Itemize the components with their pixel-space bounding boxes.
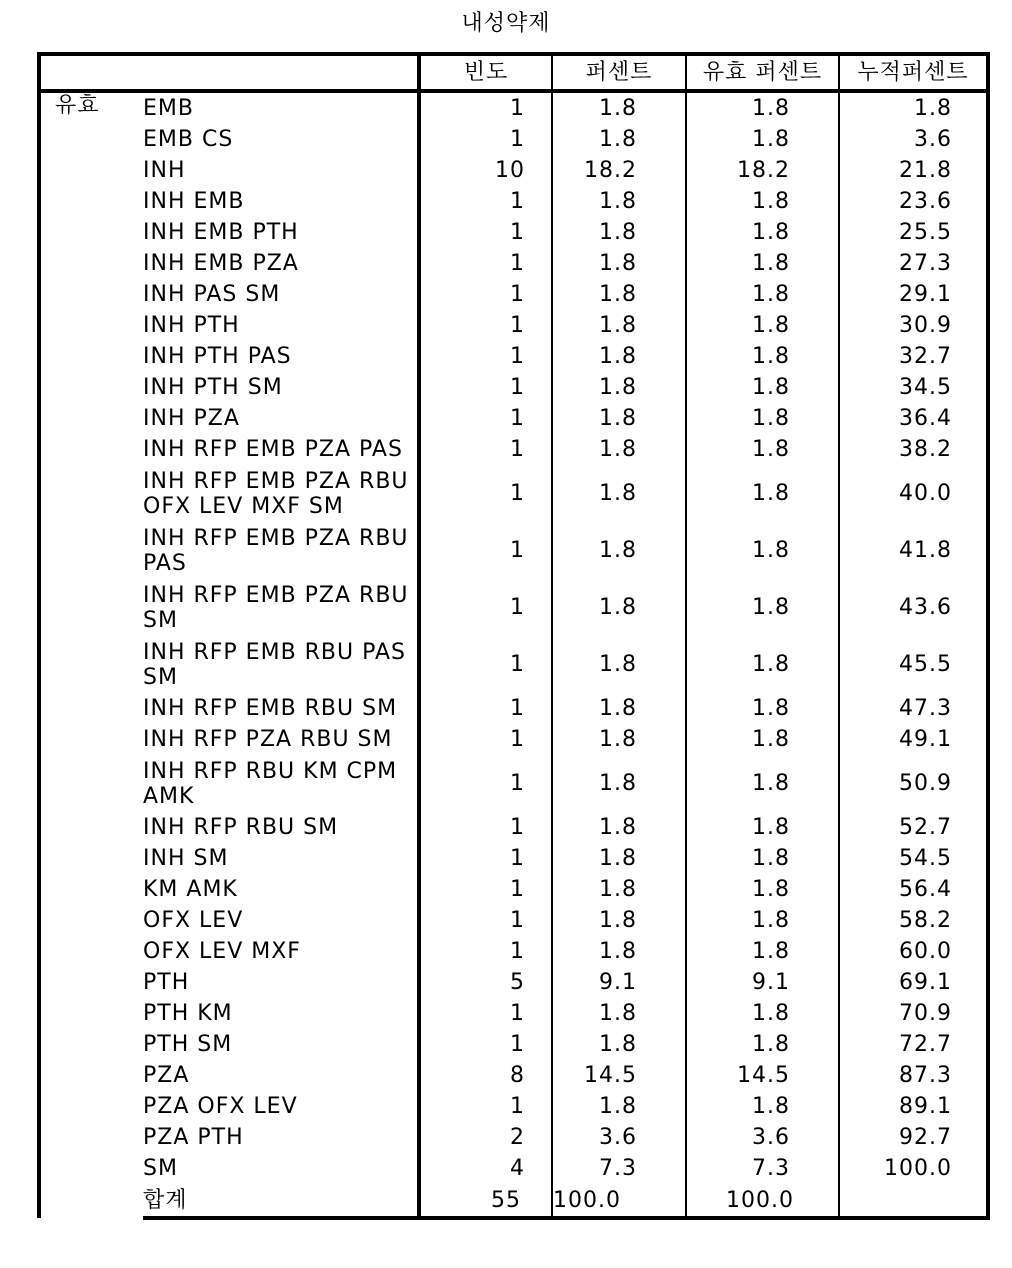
valid-percent-value: 1.8 — [686, 248, 839, 279]
frequency-value: 1 — [419, 434, 552, 465]
percent-value: 1.8 — [552, 91, 686, 124]
valid-percent-value: 1.8 — [686, 579, 839, 636]
cumulative-percent-value: 43.6 — [839, 579, 988, 636]
percent-value: 1.8 — [552, 1091, 686, 1122]
frequency-value: 1 — [419, 755, 552, 812]
cumulative-percent-value: 92.7 — [839, 1122, 988, 1153]
percent-value: 1.8 — [552, 124, 686, 155]
valid-percent-value: 1.8 — [686, 434, 839, 465]
valid-percent-value: 1.8 — [686, 1029, 839, 1060]
valid-percent-value: 1.8 — [686, 372, 839, 403]
frequency-value: 1 — [419, 724, 552, 755]
table-row — [39, 403, 988, 434]
total-frequency: 55 — [419, 1184, 552, 1218]
percent-value: 1.8 — [552, 465, 686, 522]
row-label: PTH KM — [143, 998, 419, 1029]
frequency-value: 1 — [419, 636, 552, 693]
row-label: OFX LEV — [143, 905, 419, 936]
table-row — [39, 465, 988, 522]
table-title: 내성약제 — [461, 11, 551, 36]
frequency-value: 1 — [419, 186, 552, 217]
frequency-value: 1 — [419, 579, 552, 636]
cumulative-percent-value: 69.1 — [839, 967, 988, 998]
table-row — [39, 905, 988, 936]
frequency-value: 1 — [419, 279, 552, 310]
row-label: INH PZA — [143, 403, 419, 434]
header-percent: 퍼센트 — [552, 54, 686, 91]
cumulative-percent-value: 41.8 — [839, 522, 988, 579]
frequency-value: 2 — [419, 1122, 552, 1153]
cumulative-percent-value: 29.1 — [839, 279, 988, 310]
cumulative-percent-value: 49.1 — [839, 724, 988, 755]
valid-percent-value: 7.3 — [686, 1153, 839, 1184]
row-label: INH RFP EMB RBU PAS SM — [143, 636, 419, 693]
table-row — [39, 1091, 988, 1122]
frequency-value: 1 — [419, 372, 552, 403]
table-row — [39, 693, 988, 724]
cumulative-percent-value: 40.0 — [839, 465, 988, 522]
header-row — [39, 54, 988, 91]
valid-percent-value: 14.5 — [686, 1060, 839, 1091]
cumulative-percent-value: 3.6 — [839, 124, 988, 155]
valid-percent-value: 1.8 — [686, 998, 839, 1029]
table-row — [39, 91, 988, 124]
percent-value: 1.8 — [552, 636, 686, 693]
row-label: INH SM — [143, 843, 419, 874]
cumulative-percent-value: 60.0 — [839, 936, 988, 967]
frequency-value: 1 — [419, 998, 552, 1029]
percent-value: 3.6 — [552, 1122, 686, 1153]
header-valid-percent: 유효 퍼센트 — [686, 54, 839, 91]
percent-value: 1.8 — [552, 693, 686, 724]
percent-value: 7.3 — [552, 1153, 686, 1184]
table-row — [39, 1029, 988, 1060]
frequency-value: 1 — [419, 403, 552, 434]
valid-percent-value: 1.8 — [686, 755, 839, 812]
valid-percent-value: 1.8 — [686, 522, 839, 579]
frequency-value: 5 — [419, 967, 552, 998]
valid-percent-value: 1.8 — [686, 636, 839, 693]
row-label: INH RFP RBU KM CPM AMK — [143, 755, 419, 812]
valid-percent-value: 1.8 — [686, 124, 839, 155]
valid-percent-value: 1.8 — [686, 310, 839, 341]
percent-value: 1.8 — [552, 403, 686, 434]
cumulative-percent-value: 34.5 — [839, 372, 988, 403]
table-row — [39, 874, 988, 905]
table-body — [39, 91, 988, 1218]
percent-value: 1.8 — [552, 874, 686, 905]
table-row — [39, 217, 988, 248]
table-row — [39, 279, 988, 310]
frequency-value: 8 — [419, 1060, 552, 1091]
row-label: INH RFP EMB PZA RBU PAS — [143, 522, 419, 579]
total-valid-percent: 100.0 — [686, 1184, 839, 1218]
table-row — [39, 248, 988, 279]
percent-value: 1.8 — [552, 755, 686, 812]
valid-percent-value: 1.8 — [686, 693, 839, 724]
frequency-value: 1 — [419, 217, 552, 248]
cumulative-percent-value: 38.2 — [839, 434, 988, 465]
cumulative-percent-value: 56.4 — [839, 874, 988, 905]
frequency-value: 4 — [419, 1153, 552, 1184]
header-blank-cell — [39, 54, 419, 91]
valid-percent-value: 1.8 — [686, 279, 839, 310]
percent-value: 1.8 — [552, 936, 686, 967]
valid-percent-value: 1.8 — [686, 341, 839, 372]
cumulative-percent-value: 32.7 — [839, 341, 988, 372]
valid-percent-value: 1.8 — [686, 874, 839, 905]
row-label: PZA PTH — [143, 1122, 419, 1153]
row-label: INH RFP EMB PZA RBU SM — [143, 579, 419, 636]
valid-percent-value: 1.8 — [686, 465, 839, 522]
row-label: KM AMK — [143, 874, 419, 905]
frequency-value: 1 — [419, 1029, 552, 1060]
total-label: 합계 — [143, 1184, 419, 1218]
row-label: INH PTH SM — [143, 372, 419, 403]
percent-value: 1.8 — [552, 1029, 686, 1060]
frequency-value: 1 — [419, 812, 552, 843]
table-row — [39, 522, 988, 579]
table-row — [39, 724, 988, 755]
valid-percent-value: 1.8 — [686, 1091, 839, 1122]
total-row — [39, 1184, 988, 1218]
valid-percent-value: 18.2 — [686, 155, 839, 186]
valid-percent-value: 1.8 — [686, 186, 839, 217]
valid-percent-value: 1.8 — [686, 936, 839, 967]
row-label: INH EMB PTH — [143, 217, 419, 248]
cumulative-percent-value: 72.7 — [839, 1029, 988, 1060]
cumulative-percent-value: 50.9 — [839, 755, 988, 812]
percent-value: 1.8 — [552, 843, 686, 874]
percent-value: 18.2 — [552, 155, 686, 186]
total-cumulative-percent — [839, 1184, 988, 1218]
row-label: PZA OFX LEV — [143, 1091, 419, 1122]
table-row — [39, 1153, 988, 1184]
row-label: EMB — [143, 91, 419, 124]
header-cumulative-percent: 누적퍼센트 — [839, 54, 988, 91]
table-row — [39, 579, 988, 636]
cumulative-percent-value: 21.8 — [839, 155, 988, 186]
percent-value: 1.8 — [552, 812, 686, 843]
cumulative-percent-value: 52.7 — [839, 812, 988, 843]
row-label: INH EMB PZA — [143, 248, 419, 279]
table-row — [39, 155, 988, 186]
cumulative-percent-value: 25.5 — [839, 217, 988, 248]
valid-percent-value: 1.8 — [686, 812, 839, 843]
percent-value: 1.8 — [552, 434, 686, 465]
row-label: INH RFP EMB RBU SM — [143, 693, 419, 724]
table-row — [39, 1060, 988, 1091]
row-label: INH PAS SM — [143, 279, 419, 310]
percent-value: 1.8 — [552, 248, 686, 279]
valid-percent-value: 3.6 — [686, 1122, 839, 1153]
table-row — [39, 636, 988, 693]
percent-value: 1.8 — [552, 279, 686, 310]
group-label: 유효 — [39, 91, 143, 1218]
cumulative-percent-value: 54.5 — [839, 843, 988, 874]
percent-value: 9.1 — [552, 967, 686, 998]
table-row — [39, 936, 988, 967]
cumulative-percent-value: 36.4 — [839, 403, 988, 434]
row-label: INH PTH PAS — [143, 341, 419, 372]
cumulative-percent-value: 1.8 — [839, 91, 988, 124]
percent-value: 1.8 — [552, 372, 686, 403]
row-label: INH — [143, 155, 419, 186]
valid-percent-value: 1.8 — [686, 91, 839, 124]
frequency-value: 1 — [419, 1091, 552, 1122]
frequency-value: 1 — [419, 124, 552, 155]
percent-value: 1.8 — [552, 998, 686, 1029]
valid-percent-value: 1.8 — [686, 843, 839, 874]
table-row — [39, 998, 988, 1029]
frequency-value: 1 — [419, 248, 552, 279]
percent-value: 1.8 — [552, 522, 686, 579]
percent-value: 1.8 — [552, 579, 686, 636]
frequency-value: 1 — [419, 341, 552, 372]
row-label: EMB CS — [143, 124, 419, 155]
cumulative-percent-value: 70.9 — [839, 998, 988, 1029]
valid-percent-value: 1.8 — [686, 217, 839, 248]
table-row — [39, 341, 988, 372]
frequency-value: 1 — [419, 874, 552, 905]
percent-value: 1.8 — [552, 186, 686, 217]
percent-value: 14.5 — [552, 1060, 686, 1091]
frequency-value: 1 — [419, 91, 552, 124]
row-label: PTH SM — [143, 1029, 419, 1060]
frequency-value: 1 — [419, 465, 552, 522]
row-label: PTH — [143, 967, 419, 998]
cumulative-percent-value: 30.9 — [839, 310, 988, 341]
frequency-value: 1 — [419, 905, 552, 936]
cumulative-percent-value: 45.5 — [839, 636, 988, 693]
row-label: INH RFP EMB PZA RBU OFX LEV MXF SM — [143, 465, 419, 522]
table-row — [39, 310, 988, 341]
cumulative-percent-value: 87.3 — [839, 1060, 988, 1091]
frequency-value: 1 — [419, 843, 552, 874]
row-label: INH EMB — [143, 186, 419, 217]
table-row — [39, 434, 988, 465]
frequency-value: 1 — [419, 936, 552, 967]
table-row — [39, 843, 988, 874]
table-row — [39, 967, 988, 998]
table-row — [39, 755, 988, 812]
frequency-value: 10 — [419, 155, 552, 186]
table-row — [39, 186, 988, 217]
header-frequency: 빈도 — [419, 54, 552, 91]
cumulative-percent-value: 58.2 — [839, 905, 988, 936]
cumulative-percent-value: 23.6 — [839, 186, 988, 217]
cumulative-percent-value: 100.0 — [839, 1153, 988, 1184]
row-label: INH PTH — [143, 310, 419, 341]
percent-value: 1.8 — [552, 341, 686, 372]
percent-value: 1.8 — [552, 905, 686, 936]
valid-percent-value: 1.8 — [686, 724, 839, 755]
row-label: PZA — [143, 1060, 419, 1091]
frequency-value: 1 — [419, 693, 552, 724]
row-label: INH RFP EMB PZA PAS — [143, 434, 419, 465]
frequency-value: 1 — [419, 522, 552, 579]
percent-value: 1.8 — [552, 310, 686, 341]
cumulative-percent-value: 27.3 — [839, 248, 988, 279]
cumulative-percent-value: 47.3 — [839, 693, 988, 724]
frequency-value: 1 — [419, 310, 552, 341]
table-row — [39, 124, 988, 155]
percent-value: 1.8 — [552, 724, 686, 755]
row-label: OFX LEV MXF — [143, 936, 419, 967]
cumulative-percent-value: 89.1 — [839, 1091, 988, 1122]
table-row — [39, 1122, 988, 1153]
row-label: INH RFP PZA RBU SM — [143, 724, 419, 755]
row-label: SM — [143, 1153, 419, 1184]
valid-percent-value: 9.1 — [686, 967, 839, 998]
frequency-table — [37, 52, 990, 1220]
table-row — [39, 812, 988, 843]
percent-value: 1.8 — [552, 217, 686, 248]
total-percent: 100.0 — [552, 1184, 686, 1218]
table-row — [39, 372, 988, 403]
row-label: INH RFP RBU SM — [143, 812, 419, 843]
valid-percent-value: 1.8 — [686, 403, 839, 434]
valid-percent-value: 1.8 — [686, 905, 839, 936]
